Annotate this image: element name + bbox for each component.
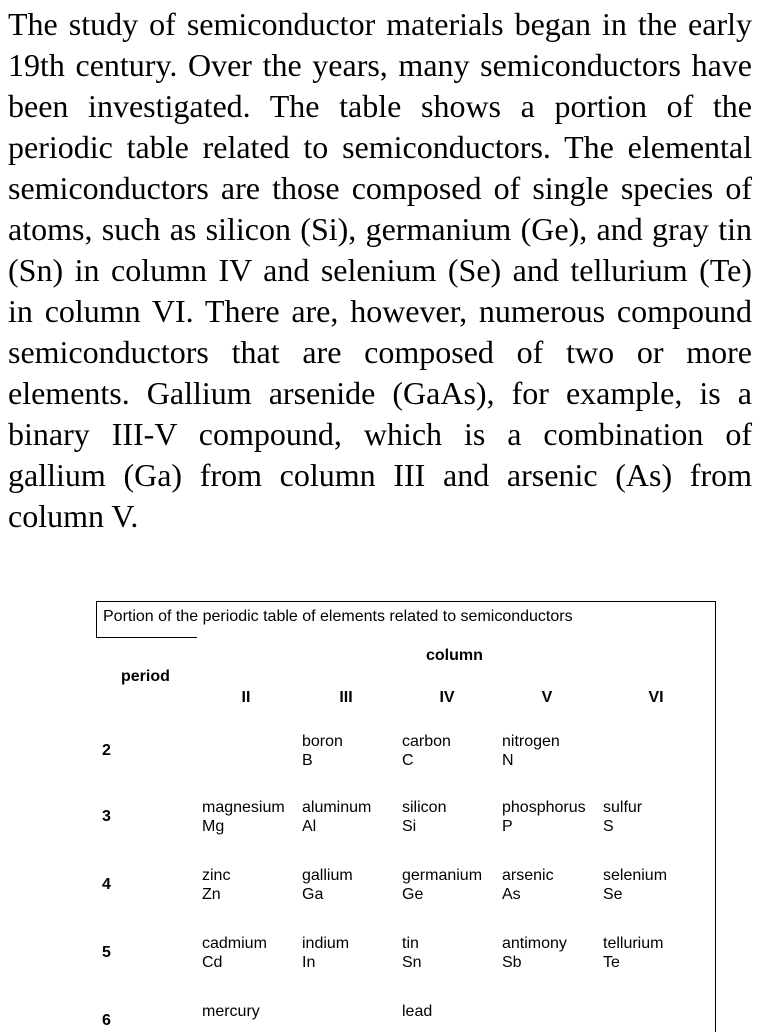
period-number: 2 — [102, 742, 111, 759]
element-symbol: Ge — [402, 886, 424, 903]
periodic-table-excerpt — [96, 601, 716, 1032]
element-symbol: Al — [302, 818, 317, 835]
element-cell-vi — [603, 934, 663, 972]
element-cell-ii — [202, 866, 230, 904]
element-cell-vi — [603, 798, 642, 836]
element-cell-iv — [402, 1002, 432, 1021]
element-symbol: N — [502, 752, 514, 769]
element-name: tin — [402, 935, 419, 952]
column-label-v: V — [541, 689, 553, 706]
element-cell-iv — [402, 934, 422, 972]
element-cell-ii — [202, 934, 267, 972]
element-name: nitrogen — [502, 733, 560, 750]
element-symbol: Mg — [202, 818, 225, 835]
element-name: lead — [402, 1003, 433, 1020]
element-cell-ii — [202, 1002, 260, 1021]
column-label-iii: III — [339, 689, 353, 706]
element-cell-iv — [402, 732, 451, 770]
element-cell-v — [502, 732, 560, 770]
passage-text: The study of semiconductor materials began in the early 19th century. Over the years, many semiconductors have been investigated. The table shows a portion of the periodic table related to semiconductors. The elemental semiconductors are those composed of single species of atoms, such as silicon (Si), germanium (Ge), and gray tin (Sn) in column IV and selenium (Se) and tellurium (Te) in column VI. There are, however, numerous compound semiconductors that are composed of two or more elements. Gallium arsenide (GaAs), for example, is a binary III-V compound, which is a combination of gallium (Ga) from column III and arsenic (As) from column V. — [8, 6, 752, 534]
element-symbol: As — [502, 886, 521, 903]
element-symbol: S — [603, 818, 614, 835]
element-name: carbon — [402, 733, 451, 750]
element-name: arsenic — [502, 867, 554, 884]
element-name: indium — [302, 935, 350, 952]
period-number: 4 — [102, 876, 111, 893]
column-label-vi: VI — [648, 689, 664, 706]
element-symbol: Cd — [202, 954, 223, 971]
element-symbol: Sb — [502, 954, 522, 971]
element-name: gallium — [302, 867, 353, 884]
period-number: 3 — [102, 808, 111, 825]
element-name: aluminum — [302, 799, 372, 816]
period-number: 6 — [102, 1012, 111, 1029]
element-symbol: Si — [402, 818, 417, 835]
column-header: column — [426, 647, 483, 664]
element-symbol: Sn — [402, 954, 422, 971]
element-name: boron — [302, 733, 343, 750]
element-cell-v — [502, 866, 554, 904]
element-symbol: P — [502, 818, 513, 835]
element-name: sulfur — [603, 799, 643, 816]
element-cell-iii — [302, 732, 343, 770]
element-name: phosphorus — [502, 799, 586, 816]
element-name: germanium — [402, 867, 483, 884]
element-name: silicon — [402, 799, 447, 816]
period-header: period — [121, 668, 170, 685]
element-cell-iv — [402, 866, 482, 904]
element-symbol: In — [302, 954, 316, 971]
element-cell-v — [502, 934, 567, 972]
element-cell-iii — [302, 798, 371, 836]
element-cell-vi — [603, 866, 667, 904]
element-name: selenium — [603, 867, 668, 884]
element-cell-ii — [202, 798, 285, 836]
element-symbol: Ga — [302, 886, 324, 903]
element-symbol: C — [402, 752, 414, 769]
element-cell-iv — [402, 798, 446, 836]
column-label-iv: IV — [439, 689, 455, 706]
element-cell-v — [502, 798, 586, 836]
element-cell-iii — [302, 934, 349, 972]
element-name: magnesium — [202, 799, 285, 816]
element-symbol: Te — [603, 954, 620, 971]
table-caption: Portion of the periodic table of elements related to semiconductors — [103, 608, 573, 625]
element-symbol: B — [302, 752, 313, 769]
element-symbol: Zn — [202, 886, 221, 903]
element-cell-iii — [302, 866, 353, 904]
element-name: antimony — [502, 935, 567, 952]
column-label-ii: II — [241, 689, 251, 706]
element-name: cadmium — [202, 935, 267, 952]
element-name: zinc — [202, 867, 231, 884]
period-number: 5 — [102, 944, 111, 961]
element-name: tellurium — [603, 935, 664, 952]
element-symbol: Se — [603, 886, 623, 903]
element-name: mercury — [202, 1003, 260, 1020]
